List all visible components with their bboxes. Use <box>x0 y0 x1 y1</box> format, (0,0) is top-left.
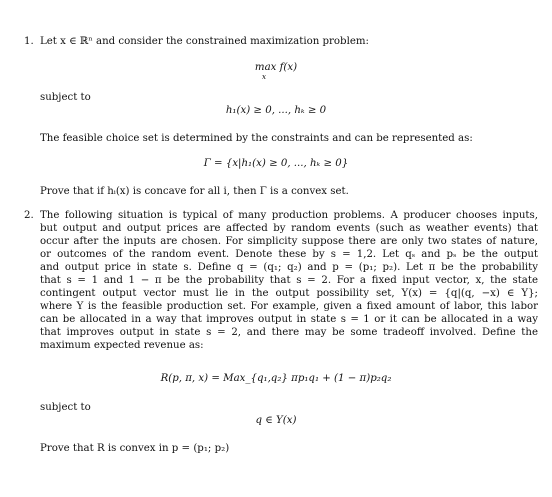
objective-expression: max f(x) <box>254 62 298 73</box>
problem-2-prove: Prove that R is convex in p = (p₁; p₂) <box>40 443 230 454</box>
problem-2-line-7: contingent output vector must lie in the output possibility set, Y(x) = {q|(q, −x) ∈ Y}; <box>40 288 538 299</box>
problem-2-line-1: The following situation is typical of many production problems. A producer chooses inputs, <box>40 210 538 221</box>
problem-2-line-4: or outcomes of the random event. Denote these by s = 1,2. Let qₛ and pₛ be the output <box>40 249 538 260</box>
problem-2-constraint: q ∈ Y(x) <box>255 415 297 426</box>
problem-2-line-2: but output and output prices are affected by random events (such as weather events) that <box>40 223 538 234</box>
problem-2-line-6: that s = 1 and 1 − π be the probability that s = 2. For a fixed input vector, x, the state <box>40 275 538 286</box>
problem-2-line-9: can be allocated in a way that improves output in state s = 1 or it can be allocated in a way <box>40 314 538 325</box>
problem-1-prove: Prove that if hᵢ(x) is concave for all i, then Γ is a convex set. <box>40 186 349 197</box>
problem-1-constraints: h₁(x) ≥ 0, ..., hₖ ≥ 0 <box>225 105 327 116</box>
problem-1-number: 1. <box>24 36 34 47</box>
problem-2-line-10: that improves output in state s = 2, and there may be some tradeoff involved. Define the <box>40 327 538 338</box>
feasible-set-definition: Γ = {x|h₁(x) ≥ 0, ..., hₖ ≥ 0} <box>203 158 349 169</box>
problem-1-intro: Let x ∈ ℝⁿ and consider the constrained maximization problem: <box>40 36 369 47</box>
problem-1-subject-to: subject to <box>40 92 91 103</box>
revenue-function: R(p, π, x) = Max_{q₁,q₂} πp₁q₁ + (1 − π)p₂q₂ <box>160 373 392 384</box>
problem-2-line-8: where Y is the feasible production set. For example, given a fixed amount of labor, this labor <box>40 301 538 312</box>
objective-argmax-variable: x <box>261 72 267 81</box>
problem-2-line-3: occur after the inputs are chosen. For simplicity suppose there are only two states of nature, <box>40 236 538 247</box>
problem-2-number: 2. <box>24 210 34 221</box>
problem-2-subject-to: subject to <box>40 402 91 413</box>
problem-2-line-5: and output price in state s. Define q = (q₁; q₂) and p = (p₁; p₂). Let π be the probability <box>40 262 538 273</box>
feasible-set-description: The feasible choice set is determined by the constraints and can be represented as: <box>40 133 473 144</box>
problem-2-line-11: maximum expected revenue as: <box>40 340 204 351</box>
